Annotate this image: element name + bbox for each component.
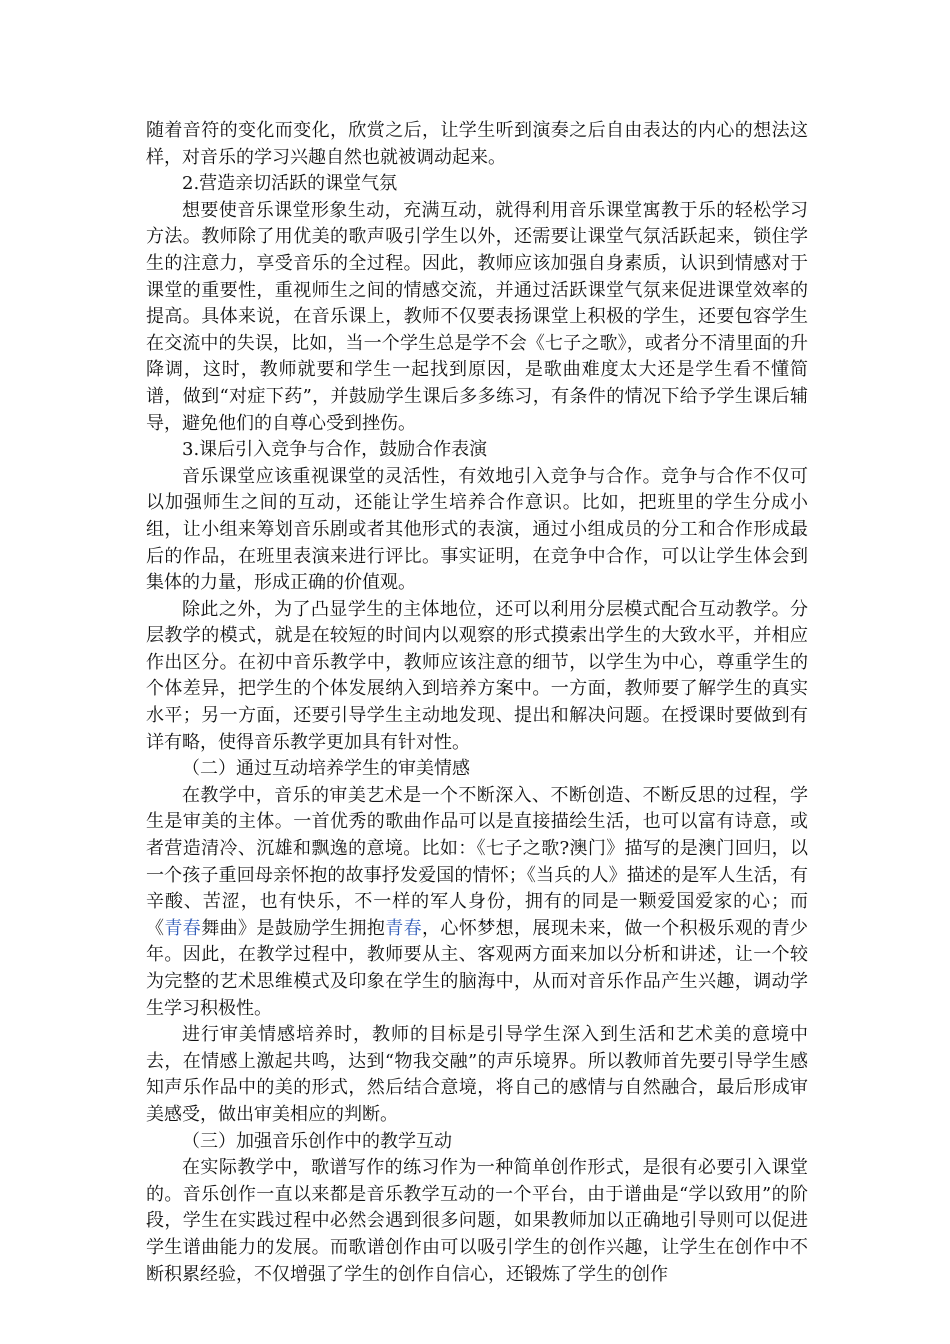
paragraph-text: 舞曲》是鼓励学生拥抱 <box>201 917 386 939</box>
section-heading: （三）加强音乐创作中的教学互动 <box>182 1130 452 1152</box>
paragraph: 想要使音乐课堂形象生动，充满互动，就得利用音乐课堂寓教于乐的轻松学习方法。教师除了用优美的歌声吸引学生以外，还需要让课堂气氛活跃起来，锁住学生的注意力，享受音乐的全过程。因此，教师应该加强自身素质，认识到情感对于课堂的重要性，重视师生之间的情感交流，并通过活跃课堂气氛来促进课堂效率的提高。具体来说，在音乐课上，教师不仅要表扬课堂上积极的学生，还要包容学生在交流中的失误，比如，当一个学生总是学不会《七子之歌》，或者分不清里面的升降调，这时，教师就要和学生一起找到原因，是歌曲难度太大还是学生看不懂简谱，做到“对症下药”，并鼓励学生课后多多练习，有条件的情况下给予学生课后辅导，避免他们的自尊心受到挫伤。 <box>146 199 808 434</box>
paragraph: 随着音符的变化而变化，欣赏之后，让学生听到演奏之后自由表达的内心的想法这样，对音乐的学习兴趣自然也就被调动起来。 <box>146 120 808 168</box>
paragraph: 在实际教学中，歌谱写作的练习作为一种简单创作形式，是很有必要引入课堂的。音乐创作一直以来都是音乐教学互动的一个平台，由于谱曲是“学以致用”的阶段，学生在实践过程中必然会遇到很多问题，如果教师加以正确地引导则可以促进学生谱曲能力的发展。而歌谱创作由可以吸引学生的创作兴趣，让学生在创作中不断积累经验，不仅增强了学生的创作自信心，还锻炼了学生的创作 <box>146 1157 808 1285</box>
paragraph: 除此之外，为了凸显学生的主体地位，还可以利用分层模式配合互动教学。分层教学的模式，就是在较短的时间内以观察的形式摸索出学生的大致水平，并相应作出区分。在初中音乐教学中，教师应该注意的细节，以学生为中心，尊重学生的个体差异，把学生的个体发展纳入到培养方案中。一方面，教师要了解学生的真实水平；另一方面，还要引导学生主动地发现、提出和解决问题。在授课时要做到有详有略，使得音乐教学更加具有针对性。 <box>146 598 808 753</box>
qingchun-link[interactable]: 青春 <box>164 917 202 939</box>
section-heading: 3.课后引入竞争与合作，鼓励合作表演 <box>182 439 488 461</box>
paragraph <box>146 783 808 1022</box>
paragraph: 进行审美情感培养时，教师的目标是引导学生深入到生活和艺术美的意境中去，在情感上激起共鸣，达到“物我交融”的声乐境界。所以教师首先要引导学生感知声乐作品中的美的形式，然后结合意境，将自己的感情与自然融合，最后形成审美感受，做出审美相应的判断。 <box>146 1024 808 1125</box>
document-body <box>146 118 808 1288</box>
section-heading: 2.营造亲切活跃的课堂气氛 <box>182 173 398 195</box>
section-heading: （二）通过互动培养学生的审美情感 <box>182 758 470 780</box>
paragraph: 音乐课堂应该重视课堂的灵活性，有效地引入竞争与合作。竞争与合作不仅可以加强师生之间的互动，还能让学生培养合作意识。比如，把班里的学生分成小组，让小组来筹划音乐剧或者其他形式的表演，通过小组成员的分工和合作形成最后的作品，在班里表演来进行评比。事实证明，在竞争中合作，可以让学生体会到集体的力量，形成正确的价值观。 <box>146 465 808 594</box>
paragraph-text: ，心怀梦想，展现未来，做一个积极乐观的青少年。因此，在教学过程中，教师要从主、客观两方面来加以分析和讲述，让一个较为完整的艺术思维模式及印象在学生的脑海中，从而对音乐作品产生兴趣，调动学生学习积极性。 <box>146 917 809 1019</box>
qingchun-link[interactable]: 青春 <box>385 917 423 939</box>
paragraph-text: 在教学中，音乐的审美艺术是一个不断深入、不断创造、不断反思的过程，学生是审美的主体。一首优秀的歌曲作品可以是直接描绘生活，也可以富有诗意，或者营造清冷、沉雄和飘逸的意境。比如：《七子之歌?澳门》描写的是澳门回归，以一个孩子重回母亲怀抱的故事抒发爱国的情怀；《当兵的人》描述的是军人生活，有辛酸、苦涩，也有快乐，不一样的军人身份，拥有的同是一颗爱国爱家的心；而《 <box>146 784 808 939</box>
